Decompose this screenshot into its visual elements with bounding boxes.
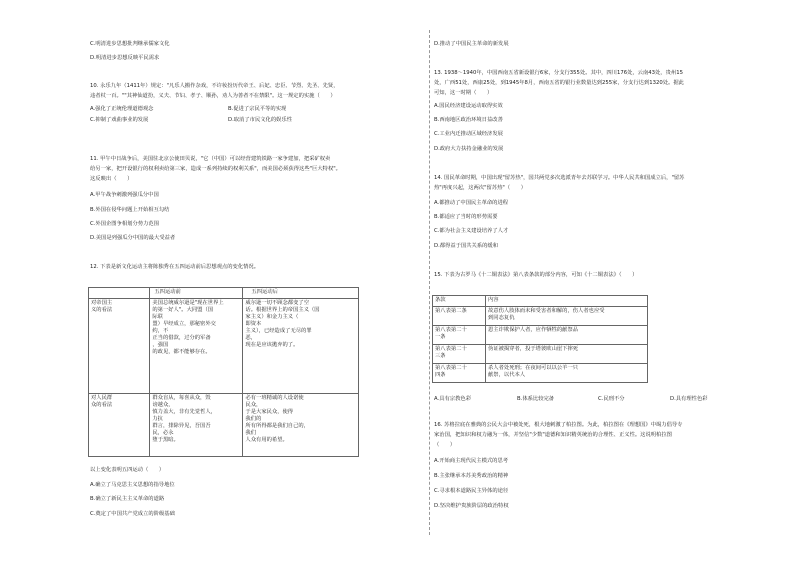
table-header-cell: 条款 [433, 296, 486, 307]
option-text: A.强化了正统伦理道德观念 [90, 106, 154, 112]
option-text: B.西南地区政治环境日益改善 [434, 117, 503, 123]
option-text: C.都为社会主义建设培养了人才 [434, 228, 509, 234]
clause-cell: 第八表第二十 一条 [433, 326, 486, 345]
question-13-line: 可知，这一时期（ ） [434, 90, 493, 96]
option-text: C.明清进步思想批判继承儒家文化 [90, 41, 170, 47]
cell-after: 威尔逊一切不顾念都变了空 话。根据世界上的帝国主义（国 家主义）和金力主义（ 即资本 主义），已经造成了无尽的罪 恶， 现在是应该拋弃的了。 [243, 299, 359, 394]
question-12-intro: 12. 下表是新文化运动主将陈独秀在五四运动前后思想观点的变化情况。 [90, 264, 260, 270]
option-text: D.美国是列强瓜分中国的最大受益者 [90, 235, 176, 241]
option-text: D.明清进步思想反映平民需求 [90, 55, 160, 61]
content-cell: 故意伤人肢体而未和受害者和解的，伤人者也应受 到同态复仇 [486, 307, 648, 326]
option-text: B.都适应了当时的形势需要 [434, 214, 498, 220]
table-header-cell: 五四运动后 [243, 288, 359, 299]
question-14-line: 14. 国民革命时期，中国出现"留苏热"，国共两党多次选派青年去苏联学习。中华人民共和国成立后，"留苏 [434, 175, 685, 181]
question-10-line: 10. 永乐九年（1411年）规定："凡乐人搬作杂戏，不许妆扮历代帝王、后妃、忠臣、节烈、先圣、先贤， [90, 83, 339, 89]
cell-after: 必有一班精诚的人设诺使 民众， 于是大家民众，使得 我们的 所有所得都是我们自己的， 我们 人众有用的希望。 [243, 394, 359, 457]
content-cell: 恩主诈欺保护人者，应作牺牲的献祭品 [486, 326, 648, 345]
option-text: D.推动了中国民主革命的新发展 [434, 41, 509, 47]
table-header-row [89, 288, 359, 299]
law-table [432, 295, 648, 383]
row-label: 对帝国主 义的看法 [89, 299, 150, 394]
question-11-line: 这反映出（ ） [90, 176, 133, 182]
option-text: C.寻求根本道路民主异体的途径 [434, 488, 509, 494]
table-header-cell: 五四运动前 [150, 288, 243, 299]
table-header-cell: 内容 [486, 296, 648, 307]
option-text: A.甲午战争刺激列强瓜分中国 [90, 192, 159, 198]
question-16-line: （ ） [434, 442, 456, 448]
option-text: D.取消了市民文化的娱乐性 [228, 117, 293, 123]
row-label: 对人民群 众的看法 [89, 394, 150, 457]
option-text: B.体系比较完备 [517, 396, 555, 402]
option-text: D.政府大力扶持金融业的发展 [434, 146, 504, 152]
question-14-line: 热"再度兴起，这两次"留苏热"（ ） [434, 185, 527, 191]
option-text: D.具有理性色彩 [670, 396, 708, 402]
question-10-line: 违者杖一百。""其神仙道扮，义夫、节妇、孝子、顺孙，劝人为善者不在禁限"。这一规定的实施（ ） [90, 93, 336, 99]
table-header-cell [89, 288, 150, 299]
option-text: B.确立了新民主主义革命的道路 [90, 496, 165, 502]
content-cell: 杀人者处死刑；在夜间可以以公羊一只 献祭，以代本人 [486, 364, 648, 383]
option-text: A.确立了马克思主义思想的指导地位 [90, 482, 175, 488]
table-row [89, 299, 359, 394]
option-text: B.主张继承本苏美秀政治的精神 [434, 473, 509, 479]
option-text: A.国民经济建设运动取得实效 [434, 103, 503, 109]
option-text: B.外国在侵华问题上开始相互勾结 [90, 207, 170, 213]
option-text: A.都推动了中国民主革命的进程 [434, 200, 509, 206]
option-text: C.外国企图争相划分势力范围 [90, 221, 159, 227]
clause-cell: 第八表第二十 四条 [433, 364, 486, 383]
column-divider [429, 30, 430, 535]
option-text: C.民刑不分 [598, 396, 625, 402]
clause-cell: 第八表第二条 [433, 307, 486, 326]
option-text: D.都得益于国共关系的缓和 [434, 243, 499, 249]
question-12-stem: 以上变化表明五四运动（ ） [90, 467, 165, 473]
option-text: A.开始商主现代民主模式的思考 [434, 458, 509, 464]
clause-cell: 第八表第二十 三条 [433, 345, 486, 364]
question-15-intro: 15. 下表为古罗马《十二铜表法》第八表条款的部分内容，可知《十二铜表法》（ ） [434, 272, 638, 278]
question-13-line: 13. 1938～1940年，中国西南五省新设银行6家，分支行355处。其中，四川176处，云南43处，贵州15 [434, 70, 683, 76]
table-row [433, 345, 648, 364]
table-row [433, 307, 648, 326]
option-text: A.具有宗教色彩 [434, 396, 471, 402]
table-row [433, 364, 648, 383]
option-text: B.促进了宗民平等的实现 [228, 106, 287, 112]
option-text: D.坚决维护贵族阶层的政治特权 [434, 503, 509, 509]
cell-before: 美国总统威尔逊是"现在世界上 的第一好人"。大同盟（国 际联 盟）早经成立，那秘密外交 约，不 正当的借款，过分的军备 ，强国 的政见，都不能够存在。 [150, 299, 243, 394]
question-16-line: 16. 苏格拉底在雅典的公民大会中被处死，根大地刺激了柏拉图。为此，柏拉图在《理想国》中竭力倡导专 [434, 422, 683, 428]
cell-before: 群众盲从，每喜从众，毁 谤越众， 慎力盖大，非有先觉哲人， 力抗 群言，排除异见，吾国吾 民，必永 堕于黑暗。 [150, 394, 243, 457]
option-text: C.工业内迁推动区域经济发展 [434, 131, 503, 137]
table-row [89, 394, 359, 457]
table-row [433, 326, 648, 345]
content-cell: 伪证被揭穿者，投于塔彼欧山崖下摔死 [486, 345, 648, 364]
table-header-row [433, 296, 648, 307]
option-text: C.抑制了戏曲事业的发展 [90, 117, 149, 123]
question-16-line: 家治国，把知识和权力融为一体，并坚信"少数"道德和知识精英统治的合理性、正义性。这说明柏拉图 [434, 432, 672, 438]
question-11-line: 给另一家，把开设银行的权利卖给第三家，造成一系列持续的权利关系"，而美国必须获得这些"巨大特权"。 [90, 166, 341, 172]
option-text: C.奠定了中国共产党成立的阶级基础 [90, 511, 175, 517]
question-13-line: 处，广西51处，西康25处，到1945年8月，西南五省的银行业数量达到255家，分支行达到1320处。据此 [434, 80, 684, 86]
question-11-line: 11. 甲午中日战争后，美国驻北京公使田贝说，"它（中国）可以经营建筑铁路一家争建加，把采矿权卖 [90, 156, 331, 162]
comparison-table [88, 287, 359, 457]
